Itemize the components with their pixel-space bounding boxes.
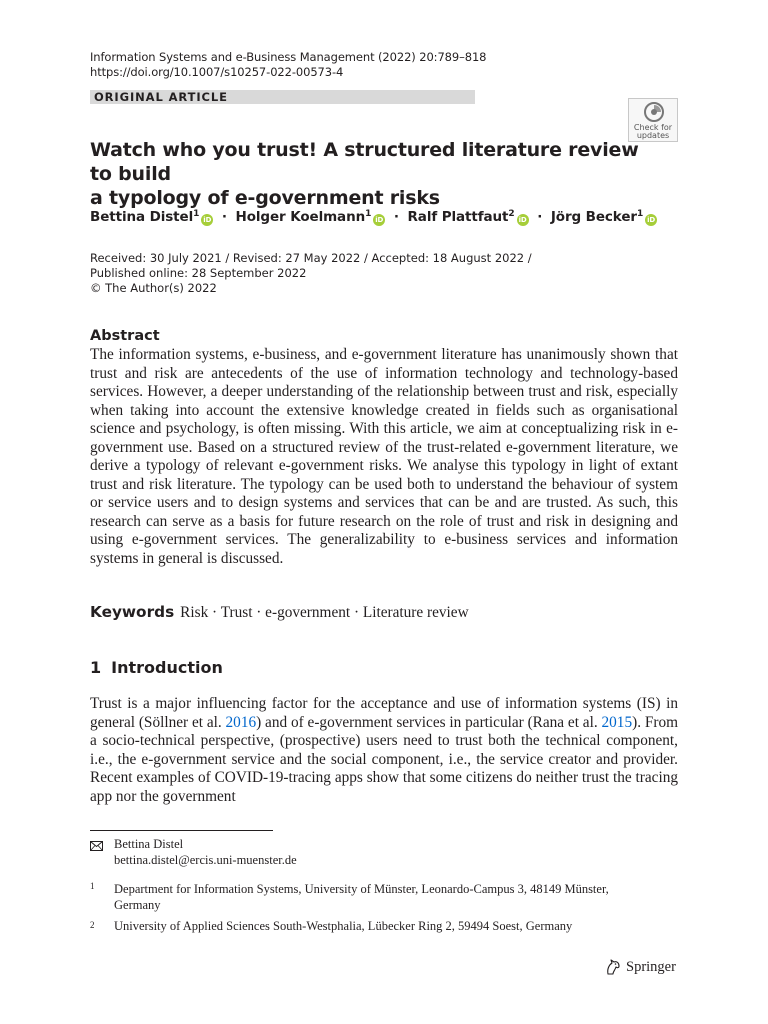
- journal-citation: Information Systems and e-Business Management (2022) 20:789–818: [90, 50, 487, 64]
- footnote-divider: [90, 830, 273, 831]
- keywords-line: [90, 603, 469, 623]
- section-title: Introduction: [111, 658, 223, 677]
- received-dates: Received: 30 July 2021 / Revised: 27 May 2022 / Accepted: 18 August 2022 /: [90, 251, 532, 265]
- publisher-name: Springer: [626, 959, 676, 975]
- orcid-icon[interactable]: iD: [203, 216, 212, 224]
- author-separator: ·: [393, 209, 399, 225]
- author-affiliation-marker: 1: [636, 209, 644, 219]
- section-number: 1: [90, 658, 102, 677]
- author-affiliation-marker: 1: [365, 209, 372, 219]
- springer-horse-icon: [604, 958, 622, 976]
- orcid-icon[interactable]: iD: [518, 216, 527, 224]
- affiliation-text: Department for Information Systems, University of Münster, Leonardo-Campus 3, 48149 Münster, Germany: [114, 882, 609, 912]
- author-name: Ralf Plattfaut: [407, 209, 509, 225]
- affiliation-text: University of Applied Sciences South-Westphalia, Lübecker Ring 2, 59494 Soest, Germany: [114, 919, 573, 933]
- check-updates-text-line1: Check for: [633, 123, 673, 132]
- author-name: Jörg Becker: [550, 209, 637, 225]
- corresponding-author-email[interactable]: bettina.distel@ercis.uni-muenster.de: [114, 853, 297, 867]
- orcid-icon[interactable]: iD: [375, 216, 384, 224]
- author-affiliation-marker: 2: [508, 209, 515, 219]
- orcid-icon[interactable]: iD: [647, 216, 656, 224]
- author-list: [90, 208, 657, 226]
- intro-text-part: ) and of e-government services in particular (Rana et al.: [256, 713, 602, 731]
- check-for-updates-badge[interactable]: [628, 98, 678, 142]
- author-separator: ·: [221, 209, 227, 225]
- paper-title: [90, 138, 650, 210]
- introduction-body: [90, 695, 678, 806]
- published-date: Published online: 28 September 2022: [90, 266, 307, 280]
- abstract-body: The information systems, e-business, and e-government literature has unanimously shown that trust and risk are antecedents of the use of information technology and technology-based services. However, a deeper understanding of the relationship between trust and risk, especially when taking into account the extensive knowledge created in fields such as organisational science and psychology, is often missing. With this article, we aim at conceptualizing risk in e-government use. Based on a structured review of the trust-related e-government literature, we derive a typology of relevant e-government risks. We analyse this typology in light of extant trust and risk literature. The typology can be used both to understand the behaviour of system or service users and to design systems and services that can be and are trusted. As such, this research can serve as a basis for future research on the role of trust and risk in designing and using e-government services. The generalizability to e-business services and information systems in general is discussed.: [90, 346, 678, 567]
- author-separator: ·: [537, 209, 543, 225]
- copyright-notice: © The Author(s) 2022: [90, 281, 217, 295]
- corresponding-author-name: Bettina Distel: [114, 837, 184, 851]
- affiliation-number: 2: [90, 920, 95, 930]
- envelope-icon: [90, 841, 103, 851]
- section-heading-introduction: [90, 658, 223, 678]
- citation-link[interactable]: 2016: [225, 713, 257, 731]
- title-line-1: Watch who you trust! A structured literature review to build: [90, 139, 639, 185]
- intro-text-part: Trust is a major influencing factor for the acceptance and use of information systems (IS) in general (Söllner et al.: [90, 695, 678, 731]
- abstract-heading: Abstract: [90, 328, 160, 344]
- keywords-list: Risk · Trust · e-government · Literature review: [180, 604, 469, 621]
- affiliation-number: 1: [90, 881, 95, 891]
- keywords-label: Keywords: [90, 603, 175, 621]
- article-type-banner: [90, 90, 475, 104]
- article-type-label: ORIGINAL ARTICLE: [94, 90, 228, 104]
- doi-link[interactable]: https://doi.org/10.1007/s10257-022-00573-4: [90, 65, 344, 79]
- author-name: Holger Koelmann: [235, 209, 366, 225]
- author-name: Bettina Distel: [90, 209, 194, 225]
- check-for-updates-icon: [644, 102, 664, 122]
- title-line-2: a typology of e-government risks: [90, 187, 440, 209]
- check-updates-text-line2: updates: [636, 131, 670, 140]
- author-affiliation-marker: 1: [193, 209, 200, 219]
- intro-text-part: ). From a socio-technical perspective, (prospective) users need to trust both the technical component, i.e., the e-government service and the social component, i.e., the service creator and provider. Recent examples of COVID-19-tracing apps show that some citizens do neither trust the tracing app nor the government: [90, 713, 678, 805]
- citation-link[interactable]: 2015: [601, 713, 633, 731]
